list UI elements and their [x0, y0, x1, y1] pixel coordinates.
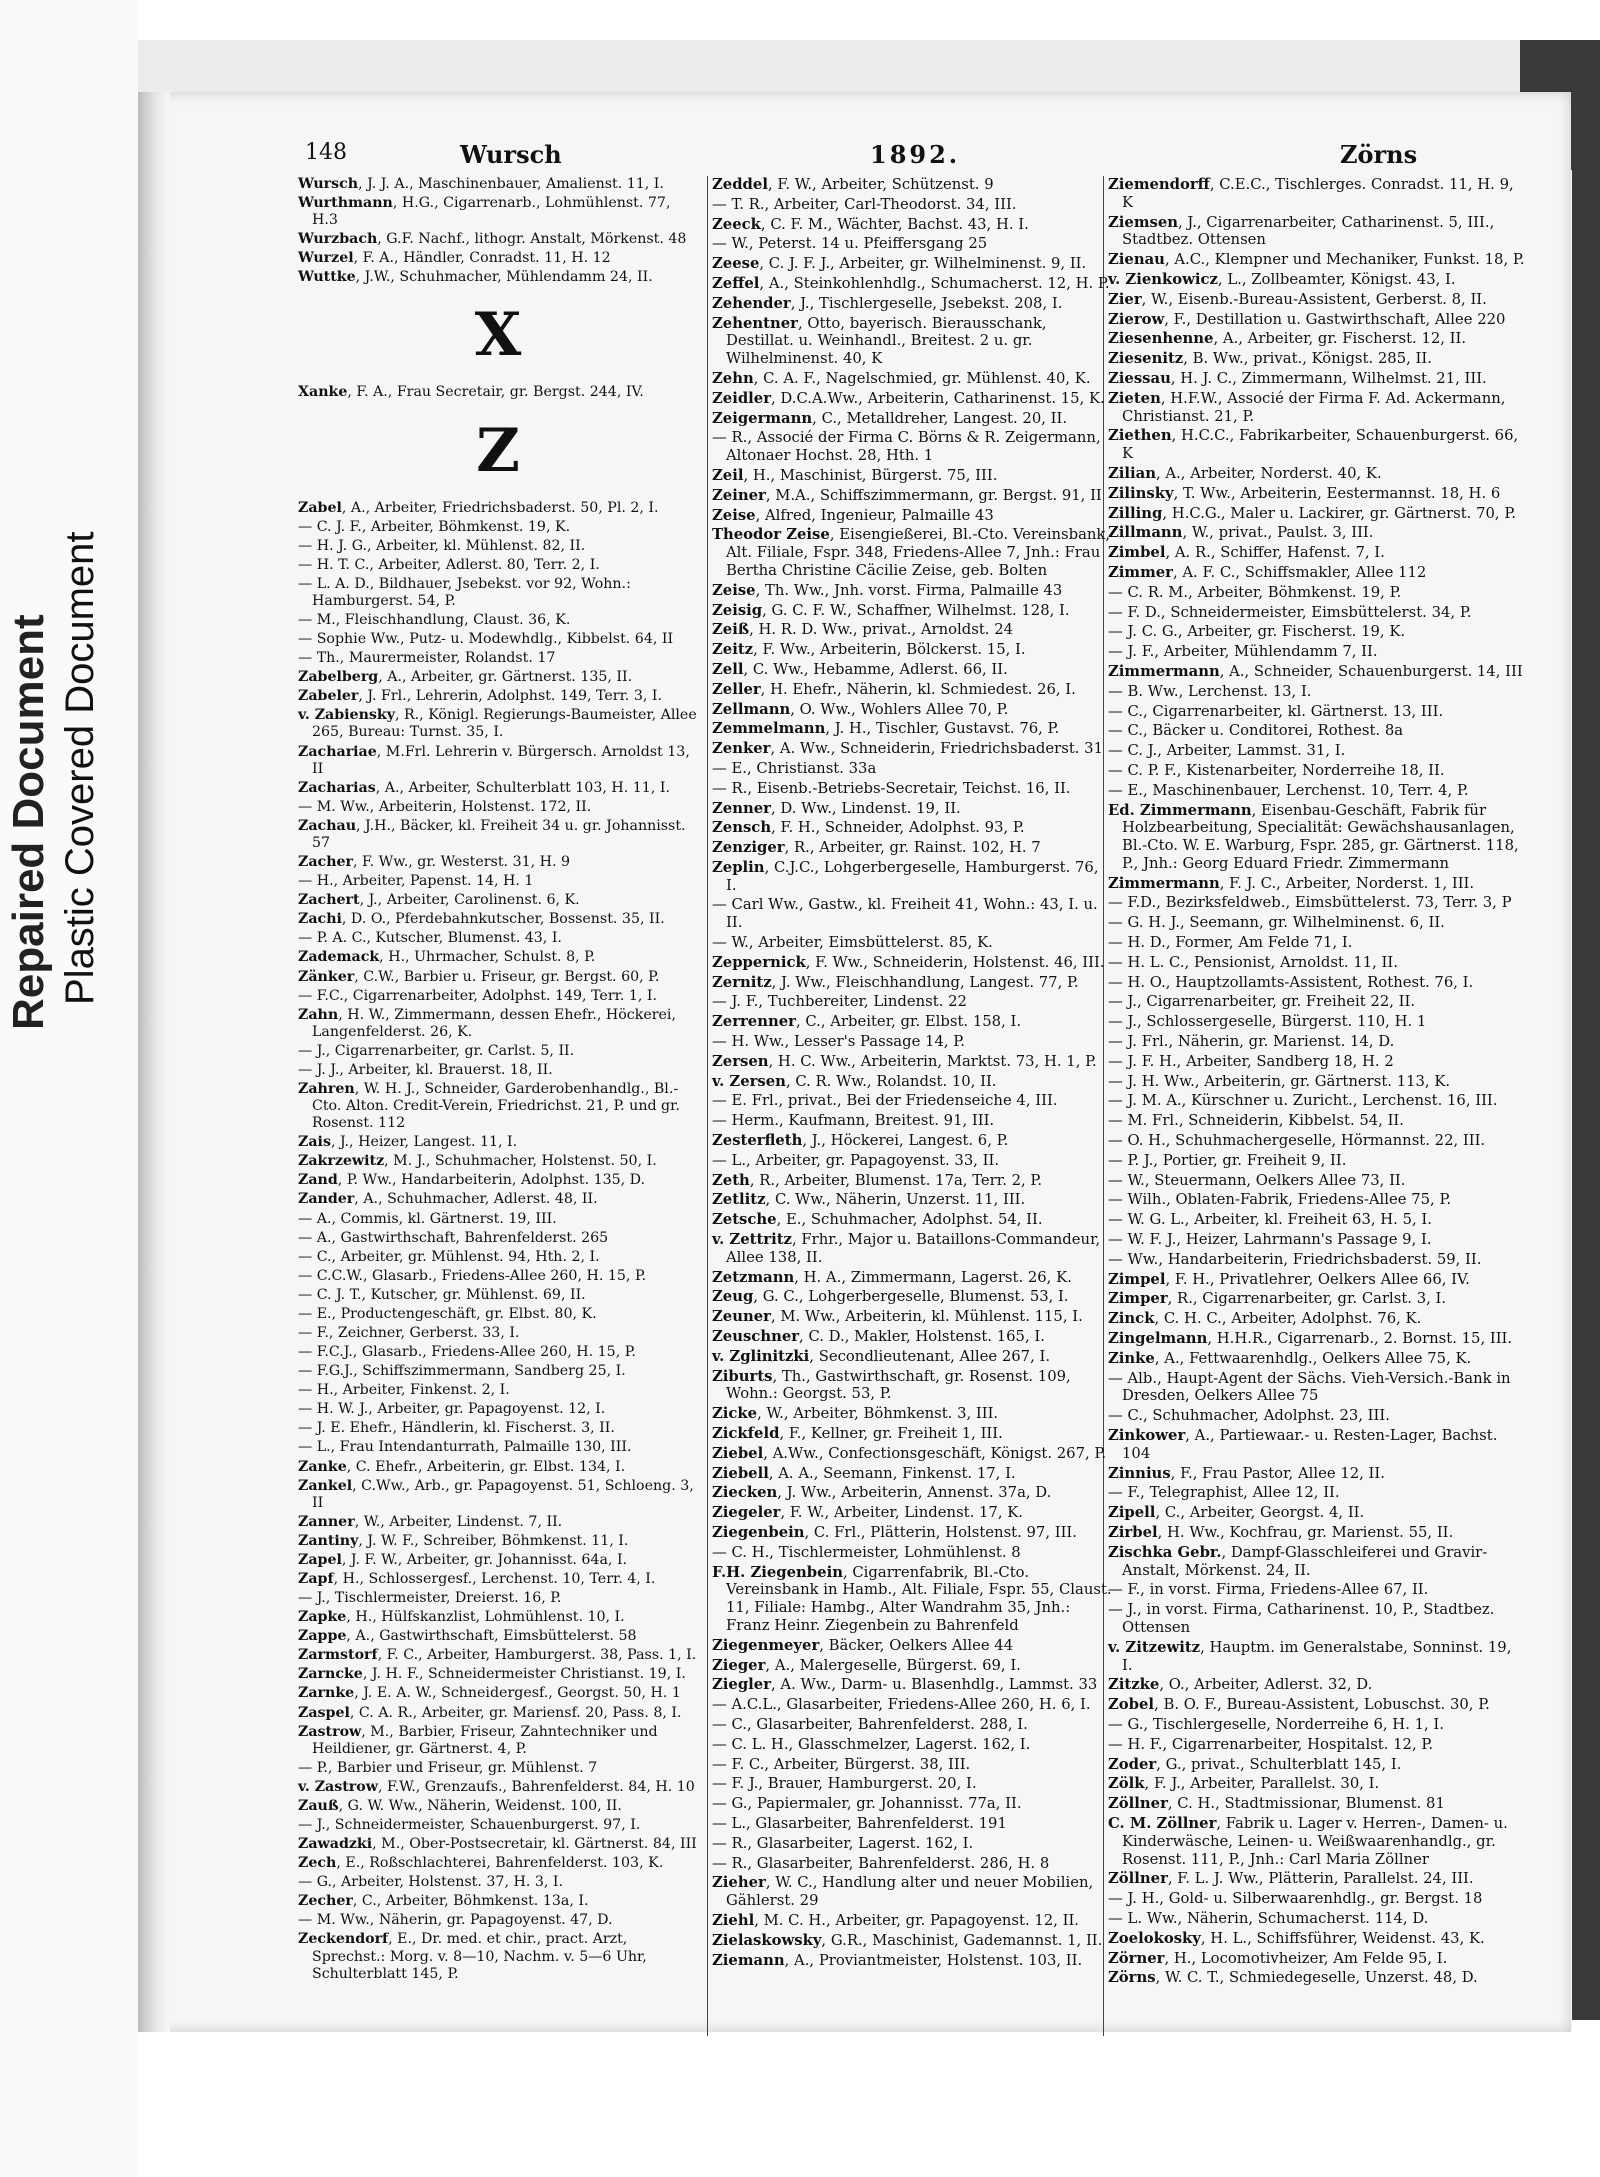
directory-entry: Zachau, J.H., Bäcker, kl. Freiheit 34 u. gr. Johannisst. 57: [298, 817, 686, 851]
directory-year: 1892.: [870, 140, 961, 169]
directory-entry: Zilinsky, T. Ww., Arbeiterin, Eestermannst. 18, H. 6: [1108, 484, 1501, 502]
directory-entry: Zeuner, M. Ww., Arbeiterin, kl. Mühlenst. 115, I.: [712, 1308, 1083, 1326]
directory-entry: — M., Fleischhandlung, Claust. 36, K.: [298, 612, 571, 629]
directory-entry: — J. H. Ww., Arbeiterin, gr. Gärtnerst. 113, K.: [1108, 1072, 1451, 1090]
directory-entry: — Ww., Handarbeiterin, Friedrichsbaderst. 59, II.: [1108, 1250, 1482, 1268]
directory-entry: Zeiß, H. R. D. Ww., privat., Arnoldst. 24: [712, 621, 1014, 639]
directory-entry: Zobel, B. O. F., Bureau-Assistent, Lobuschst. 30, P.: [1108, 1696, 1490, 1714]
directory-entry: — J. J., Arbeiter, kl. Brauerst. 18, II.: [298, 1061, 553, 1078]
directory-entry: Ziebell, A. A., Seemann, Finkenst. 17, I.: [712, 1464, 1016, 1482]
directory-entry: Zacher, F. Ww., gr. Westerst. 31, H. 9: [298, 854, 571, 871]
directory-entry: Wuttke, J.W., Schuhmacher, Mühlendamm 24, II.: [298, 269, 653, 286]
directory-entry: — J. C. G., Arbeiter, gr. Fischerst. 19, K.: [1108, 623, 1406, 641]
directory-entry: Zenziger, R., Arbeiter, gr. Rainst. 102, H. 7: [712, 839, 1041, 857]
directory-entry: Zielaskowsky, G.R., Maschinist, Gademannst. 1, II.: [712, 1931, 1103, 1949]
directory-entry: Zais, J., Heizer, Langest. 11, I.: [298, 1134, 518, 1151]
directory-entry: Zabel, A., Arbeiter, Friedrichsbaderst. 50, Pl. 2, I.: [298, 499, 659, 516]
scanner-margin: [0, 0, 138, 2177]
directory-entry: — L., Frau Intendanturrath, Palmaille 130, III.: [298, 1439, 632, 1456]
directory-entry: — W., Peterst. 14 u. Pfeiffersgang 25: [712, 235, 988, 253]
directory-entry: Ziegeler, F. W., Arbeiter, Lindenst. 17, K.: [712, 1504, 1024, 1522]
directory-entry: Ziegler, A. Ww., Darm- u. Blasenhdlg., Lammst. 33: [712, 1676, 1098, 1694]
directory-entry: Ziegenbein, C. Frl., Plätterin, Holstenst. 97, III.: [712, 1523, 1077, 1541]
directory-entry: — M. Frl., Schneiderin, Kibbelst. 54, II.: [1108, 1112, 1404, 1130]
directory-entry: Zeuschner, C. D., Makler, Holstenst. 165, I.: [712, 1328, 1045, 1346]
directory-entry: — F., Zeichner, Gerberst. 33, I.: [298, 1324, 520, 1341]
directory-entry: Ziebel, A.Ww., Confectionsgeschäft, Königst. 267, P.: [712, 1444, 1107, 1462]
directory-entry: Zachi, D. O., Pferdebahnkutscher, Bossenst. 35, II.: [298, 911, 665, 928]
directory-entry: Ziemann, A., Proviantmeister, Holstenst. 103, II.: [712, 1951, 1083, 1969]
directory-entry: Zimpel, F. H., Privatlehrer, Oelkers Allee 66, IV.: [1108, 1270, 1470, 1288]
directory-entry: — J., Schlossergeselle, Bürgerst. 110, H. 1: [1108, 1013, 1427, 1031]
page-number: 148: [305, 140, 347, 165]
directory-entry: Zecher, C., Arbeiter, Böhmkenst. 13a, I.: [298, 1893, 589, 1910]
directory-entry: — H. Ww., Lesser's Passage 14, P.: [712, 1033, 965, 1051]
directory-entry: — J. H., Gold- u. Silberwaarenhdlg., gr. Bergst. 18: [1108, 1890, 1483, 1908]
directory-entry: — J. F., Arbeiter, Mühlendamm 7, II.: [1108, 643, 1378, 661]
directory-entry: Zischka Gebr., Dampf-Glasschleiferei und Gravir-Anstalt, Mörkenst. 24, II.: [1108, 1543, 1488, 1579]
directory-entry: — Alb., Haupt-Agent der Sächs. Vieh-Versich.-Bank in Dresden, Oelkers Allee 75: [1108, 1369, 1511, 1405]
directory-entry: Zellmann, O. Ww., Wohlers Allee 70, P.: [712, 700, 1009, 718]
directory-entry: Zinke, A., Fettwaarenhdlg., Oelkers Allee 75, K.: [1108, 1349, 1472, 1367]
directory-column-3: [1108, 176, 1526, 1989]
directory-entry: Zacharias, A., Arbeiter, Schulterblatt 103, H. 11, I.: [298, 779, 670, 796]
directory-entry: Zetlitz, C. Ww., Näherin, Unzerst. 11, III.: [712, 1191, 1026, 1209]
directory-entry: Zeppernick, F. Ww., Schneiderin, Holstenst. 46, III.: [712, 953, 1105, 971]
directory-entry: — C., Arbeiter, gr. Mühlenst. 94, Hth. 2, I.: [298, 1248, 600, 1265]
directory-entry: Ziemsen, J., Cigarrenarbeiter, Catharinenst. 5, III., Stadtbez. Ottensen: [1108, 213, 1495, 249]
directory-entry: — Th., Maurermeister, Rolandst. 17: [298, 650, 556, 667]
directory-entry: Zand, P. Ww., Handarbeiterin, Adolphst. 135, D.: [298, 1172, 646, 1189]
directory-entry: Zillmann, W., privat., Paulst. 3, III.: [1108, 524, 1374, 542]
directory-entry: — P. A. C., Kutscher, Blumenst. 43, I.: [298, 930, 562, 947]
directory-entry: — F.C.J., Glasarb., Friedens-Allee 260, H. 15, P.: [298, 1344, 636, 1361]
directory-entry: — L. Ww., Näherin, Schumacherst. 114, D.: [1108, 1909, 1429, 1927]
directory-entry: — G., Tischlergeselle, Norderreihe 6, H. 1, I.: [1108, 1715, 1444, 1733]
directory-entry: Zitzke, O., Arbeiter, Adlerst. 32, D.: [1108, 1676, 1373, 1694]
directory-entry: Zersen, H. C. Ww., Arbeiterin, Marktst. 73, H. 1, P.: [712, 1052, 1097, 1070]
directory-entry: Zilling, H.C.G., Maler u. Lackirer, gr. Gärtnerst. 70, P.: [1108, 504, 1516, 522]
directory-entry: Zienau, A.C., Klempner und Mechaniker, Funkst. 18, P.: [1108, 251, 1525, 269]
directory-entry: Zarncke, J. H. F., Schneidermeister Christianst. 19, I.: [298, 1666, 686, 1683]
directory-entry: — C. H., Tischlermeister, Lohmühlenst. 8: [712, 1543, 1021, 1561]
directory-entry: v. Zastrow, F.W., Grenzaufs., Bahrenfelderst. 84, H. 10: [298, 1778, 695, 1795]
directory-entry: Zimmer, A. F. C., Schiffsmakler, Allee 112: [1108, 563, 1427, 581]
directory-entry: v. Zabiensky, R., Königl. Regierungs-Baumeister, Allee 265, Bureau: Turnst. 35, I.: [298, 707, 697, 741]
directory-entry: Zapf, H., Schlossergesf., Lerchenst. 10, Terr. 4, I.: [298, 1571, 656, 1587]
directory-column-1: [298, 176, 698, 1985]
directory-entry: — H. L. C., Pensionist, Arnoldst. 11, II.: [1108, 953, 1398, 971]
directory-entry: — W. G. L., Arbeiter, kl. Freiheit 63, H. 5, I.: [1108, 1211, 1432, 1229]
directory-entry: Zilian, A., Arbeiter, Norderst. 40, K.: [1108, 464, 1382, 482]
directory-entry: Zehender, J., Tischlergeselle, Jsebekst. 208, I.: [712, 294, 1063, 312]
directory-entry: Zänker, C.W., Barbier u. Friseur, gr. Bergst. 60, P.: [298, 968, 660, 985]
directory-entry: — H. T. C., Arbeiter, Adlerst. 80, Terr. 2, I.: [298, 556, 600, 573]
directory-entry: Zesterfleth, J., Höckerei, Langest. 6, P.: [712, 1132, 1009, 1150]
directory-entry: Zastrow, M., Barbier, Friseur, Zahntechniker und Heildiener, gr. Gärtnerst. 4, P.: [298, 1723, 658, 1757]
directory-entry: — L. A. D., Bildhauer, Jsebekst. vor 92, Wohn.: Hamburgerst. 54, P.: [298, 575, 631, 609]
directory-entry: Ziburts, Th., Gastwirthschaft, gr. Rosenst. 109, Wohn.: Georgst. 53, P.: [712, 1367, 1071, 1403]
directory-entry: Zeise, Alfred, Ingenieur, Palmaille 43: [712, 506, 994, 524]
directory-entry: Zöllner, F. L. J. Ww., Plätterin, Parallelst. 24, III.: [1108, 1870, 1474, 1888]
directory-entry: Zeddel, F. W., Arbeiter, Schützenst. 9: [712, 176, 994, 193]
directory-entry: — J., Schneidermeister, Schauenburgerst. 97, I.: [298, 1817, 641, 1834]
directory-entry: Ziesenitz, B. Ww., privat., Königst. 285, II.: [1108, 350, 1432, 368]
directory-entry: Zander, A., Schuhmacher, Adlerst. 48, II.: [298, 1191, 598, 1208]
directory-entry: Zabeler, J. Frl., Lehrerin, Adolphst. 149, Terr. 3, I.: [298, 688, 662, 705]
directory-entry: Zeplin, C.J.C., Lohgerbergeselle, Hamburgerst. 76, I.: [712, 858, 1099, 894]
directory-entry: Zernitz, J. Ww., Fleischhandlung, Langest. 77, P.: [712, 973, 1079, 991]
directory-entry: Zeckendorf, E., Dr. med. et chir., pract. Arzt, Sprechst.: Morg. v. 8—10, Nachm. v. 5—6 Uhr, Schulterblatt 145, P.: [298, 1931, 647, 1982]
directory-entry: Zörns, W. C. T., Schmiedegeselle, Unzerst. 48, D.: [1108, 1969, 1478, 1987]
directory-entry: Zeigermann, C., Metalldreher, Langest. 20, II.: [712, 409, 1068, 427]
directory-entry: — P. J., Portier, gr. Freiheit 9, II.: [1108, 1151, 1347, 1169]
directory-entry: — C. J. T., Kutscher, gr. Mühlenst. 69, II.: [298, 1286, 586, 1303]
directory-entry: — J., in vorst. Firma, Catharinenst. 10, P., Stadtbez. Ottensen: [1108, 1601, 1495, 1636]
left-catchword: Wursch: [460, 140, 562, 169]
directory-entry: Zeitz, F. Ww., Arbeiterin, Bölckerst. 15, I.: [712, 641, 1026, 659]
directory-entry: Zarmstorf, F. C., Arbeiter, Hamburgerst. 38, Pass. 1, I.: [298, 1647, 697, 1664]
directory-entry: — E., Maschinenbauer, Lerchenst. 10, Terr. 4, P.: [1108, 781, 1469, 799]
directory-entry: Zankel, C.Ww., Arb., gr. Papagoyenst. 51, Schloeng. 3, II: [298, 1477, 694, 1511]
directory-entry: Ziethen, H.C.C., Fabrikarbeiter, Schauenburgerst. 66, K: [1108, 427, 1519, 463]
directory-entry: v. Zglinitzki, Secondlieutenant, Allee 267, I.: [712, 1347, 1051, 1365]
directory-entry: — C.C.W., Glasarb., Friedens-Allee 260, H. 15, P.: [298, 1267, 647, 1284]
directory-entry: Wurthmann, H.G., Cigarrenarb., Lohmühlenst. 77, H.3: [298, 195, 671, 229]
directory-entry: — T. R., Arbeiter, Carl-Theodorst. 34, III.: [712, 195, 1017, 213]
directory-entry: Zimper, R., Cigarrenarbeiter, gr. Carlst. 3, I.: [1108, 1290, 1447, 1308]
directory-entry: Zeffel, A., Steinkohlenhdlg., Schumacherst. 12, H. P.: [712, 274, 1110, 292]
directory-entry: Zehentner, Otto, bayerisch. Bierausschank, Destillat. u. Weinhandl., Breitest. 2 u. gr. Wilhelminenst. 40, K: [712, 314, 1047, 368]
directory-entry: — A., Commis, kl. Gärtnerst. 19, III.: [298, 1210, 557, 1227]
directory-entry: — J., Tischlermeister, Dreierst. 16, P.: [298, 1590, 562, 1607]
directory-entry: — W., Arbeiter, Eimsbüttelerst. 85, K.: [712, 934, 993, 952]
directory-entry: v. Zettritz, Frhr., Major u. Bataillons-Commandeur, Allee 138, II.: [712, 1231, 1101, 1266]
directory-entry: Zahren, W. H. J., Schneider, Garderobenhandlg., Bl.-Cto. Alton. Credit-Verein, Friedrichst. 21, P. und gr. Rosenst. 112: [298, 1080, 680, 1132]
directory-entry: Zaspel, C. A. R., Arbeiter, gr. Mariensf. 20, Pass. 8, I.: [298, 1704, 682, 1721]
directory-entry: Xanke, F. A., Frau Secretair, gr. Bergst. 244, IV.: [298, 384, 644, 401]
directory-entry: Zeese, C. J. F. J., Arbeiter, gr. Wilhelminenst. 9, II.: [712, 255, 1087, 273]
plastic-covered-label: Plastic Covered Document: [58, 531, 102, 1005]
directory-entry: — J., Cigarrenarbeiter, gr. Carlst. 5, II.: [298, 1042, 575, 1059]
directory-entry: — O. H., Schuhmachergeselle, Hörmannst. 22, III.: [1108, 1132, 1486, 1150]
directory-entry: — H. J. G., Arbeiter, kl. Mühlenst. 82, II.: [298, 537, 586, 554]
directory-entry: v. Zienkowicz, L., Zollbeamter, Königst. 43, I.: [1108, 270, 1456, 288]
directory-entry: Zier, W., Eisenb.-Bureau-Assistent, Gerberst. 8, II.: [1108, 290, 1487, 308]
directory-entry: — R., Associé der Firma C. Börns & R. Zeigermann, Altonaer Hochst. 28, Hth. 1: [712, 429, 1101, 465]
directory-entry: Ziehl, M. C. H., Arbeiter, gr. Papagoyenst. 12, II.: [712, 1911, 1080, 1929]
directory-entry: — E., Productengeschäft, gr. Elbst. 80, K.: [298, 1305, 597, 1322]
directory-entry: Zakrzewitz, M. J., Schuhmacher, Holstenst. 50, I.: [298, 1153, 657, 1170]
directory-entry: Ziesenhenne, A., Arbeiter, gr. Fischerst. 12, II.: [1108, 330, 1467, 348]
directory-entry: — H. W. J., Arbeiter, gr. Papagoyenst. 12, I.: [298, 1401, 606, 1418]
directory-entry: — F.G.J., Schiffszimmermann, Sandberg 25, I.: [298, 1363, 626, 1380]
directory-entry: F.H. Ziegenbein, Cigarrenfabrik, Bl.-Cto. Vereinsbank in Hamb., Alt. Filiale, Fspr. 55, Claust. 11, Filiale: Hambg., Alter Wandrahm 35, Jnh.: Franz Heinr. Ziegenbein zu Bahrenfeld: [712, 1563, 1112, 1634]
directory-entry: — M. Ww., Näherin, gr. Papagoyenst. 47, D.: [298, 1912, 613, 1929]
directory-entry: Zanke, C. Ehefr., Arbeiterin, gr. Elbst. 134, I.: [298, 1458, 626, 1475]
directory-entry: Zingelmann, H.H.R., Cigarrenarb., 2. Bornst. 15, III.: [1108, 1330, 1513, 1348]
directory-entry: Zerrenner, C., Arbeiter, gr. Elbst. 158, I.: [712, 1013, 1022, 1031]
directory-entry: Zinnius, F., Frau Pastor, Allee 12, II.: [1108, 1464, 1385, 1482]
directory-entry: Zeise, Th. Ww., Jnh. vorst. Firma, Palmaille 43: [712, 581, 1063, 599]
directory-entry: Zemmelmann, J. H., Tischler, Gustavst. 76, P.: [712, 720, 1060, 738]
column-divider: [707, 176, 708, 2036]
directory-entry: Zenner, D. Ww., Lindenst. 19, II.: [712, 799, 961, 817]
directory-entry: — J. F. H., Arbeiter, Sandberg 18, H. 2: [1108, 1052, 1394, 1070]
directory-entry: — E. Frl., privat., Bei der Friedenseiche 4, III.: [712, 1092, 1058, 1110]
directory-entry: — C. R. M., Arbeiter, Böhmkenst. 19, P.: [1108, 583, 1402, 601]
directory-entry: — C. P. F., Kistenarbeiter, Norderreihe 18, II.: [1108, 761, 1445, 779]
directory-entry: Zahn, H. W., Zimmermann, dessen Ehefr., Höckerei, Langenfelderst. 26, K.: [298, 1006, 676, 1040]
directory-entry: — F., in vorst. Firma, Friedens-Allee 67, II.: [1108, 1581, 1429, 1599]
directory-entry: — H. O., Hauptzollamts-Assistent, Rothest. 76, I.: [1108, 973, 1474, 991]
directory-entry: — Sophie Ww., Putz- u. Modewhdlg., Kibbelst. 64, II: [298, 631, 674, 648]
directory-entry: — E., Christianst. 33a: [712, 759, 877, 777]
directory-entry: Zimbel, A. R., Schiffer, Hafenst. 7, I.: [1108, 544, 1385, 562]
directory-entry: — F.D., Bezirksfeldweb., Eimsbüttelerst. 73, Terr. 3, P: [1108, 894, 1512, 912]
directory-entry: Zörner, H., Locomotivheizer, Am Felde 95, I.: [1108, 1949, 1448, 1967]
directory-entry: Zoder, G., privat., Schulterblatt 145, I.: [1108, 1755, 1402, 1773]
directory-entry: — A., Gastwirthschaft, Bahrenfelderst. 265: [298, 1229, 609, 1246]
directory-entry: Zimmermann, F. J. C., Arbeiter, Norderst. 1, III.: [1108, 874, 1475, 892]
directory-entry: Zicke, W., Arbeiter, Böhmkenst. 3, III.: [712, 1405, 999, 1423]
directory-entry: — C., Schuhmacher, Adolphst. 23, III.: [1108, 1407, 1390, 1425]
directory-entry: Zierow, F., Destillation u. Gastwirthschaft, Allee 220: [1108, 310, 1506, 328]
directory-entry: Theodor Zeise, Eisengießerei, Bl.-Cto. Vereinsbank, Alt. Filiale, Fspr. 348, Friedens-Allee 7, Jnh.: Frau Bertha Christine Cäcilie Zeise, geb. Bolten: [712, 526, 1111, 579]
directory-entry: — W., Steuermann, Oelkers Allee 73, II.: [1108, 1171, 1406, 1189]
directory-entry: — J. F., Tuchbereiter, Lindenst. 22: [712, 993, 967, 1011]
directory-entry: Zarnke, J. E. A. W., Schneidergesf., Georgst. 50, H. 1: [298, 1685, 681, 1702]
directory-entry: Zieten, H.F.W., Associé der Firma F. Ad. Ackermann, Christianst. 21, P.: [1108, 389, 1506, 425]
directory-entry: — C., Glasarbeiter, Bahrenfelderst. 288, I.: [712, 1715, 1028, 1733]
directory-entry: Zoelokosky, H. L., Schiffsführer, Weidenst. 43, K.: [1108, 1929, 1485, 1947]
directory-entry: Zanner, W., Arbeiter, Lindenst. 7, II.: [298, 1513, 563, 1530]
directory-entry: — F., Telegraphist, Allee 12, II.: [1108, 1484, 1340, 1502]
directory-entry: Zensch, F. H., Schneider, Adolphst. 93, P.: [712, 819, 1025, 837]
directory-entry: Zeug, G. C., Lohgerbergeselle, Blumenst. 53, I.: [712, 1288, 1069, 1306]
directory-entry: Zabelberg, A., Arbeiter, gr. Gärtnerst. 135, II.: [298, 669, 633, 686]
directory-entry: — R., Eisenb.-Betriebs-Secretair, Teichst. 16, II.: [712, 779, 1071, 797]
directory-entry: Zeiner, M.A., Schiffszimmermann, gr. Bergst. 91, II: [712, 486, 1102, 504]
directory-entry: — G. H. J., Seemann, gr. Wilhelminenst. 6, II.: [1108, 914, 1445, 932]
directory-entry: Ziessau, H. J. C., Zimmermann, Wilhelmst. 21, III.: [1108, 369, 1487, 387]
directory-entry: Zawadzki, M., Ober-Postsecretair, kl. Gärtnerst. 84, III: [298, 1836, 697, 1853]
directory-column-2: [712, 176, 1112, 1971]
directory-entry: — H. F., Cigarrenarbeiter, Hospitalst. 12, P.: [1108, 1735, 1434, 1753]
directory-entry: Zapel, J. F. W., Arbeiter, gr. Johannisst. 64a, I.: [298, 1551, 628, 1568]
directory-entry: Zell, C. Ww., Hebamme, Adlerst. 66, II.: [712, 660, 1008, 678]
directory-entry: — Herm., Kaufmann, Breitest. 91, III.: [712, 1112, 995, 1130]
directory-entry: — C., Bäcker u. Conditorei, Rothest. 8a: [1108, 722, 1404, 740]
directory-entry: Zapke, H., Hülfskanzlist, Lohmühlenst. 10, I.: [298, 1609, 625, 1626]
directory-entry: — C. J. F., Arbeiter, Böhmkenst. 19, K.: [298, 518, 571, 535]
directory-entry: Ziegenmeyer, Bäcker, Oelkers Allee 44: [712, 1636, 1014, 1654]
directory-entry: Zeller, H. Ehefr., Näherin, kl. Schmiedest. 26, I.: [712, 680, 1076, 698]
directory-entry: — F.C., Cigarrenarbeiter, Adolphst. 149, Terr. 1, I.: [298, 987, 658, 1004]
directory-entry: — M. Ww., Arbeiterin, Holstenst. 172, II.: [298, 798, 592, 815]
directory-entry: — W. F. J., Heizer, Lahrmann's Passage 9, I.: [1108, 1231, 1432, 1249]
directory-entry: Zinkower, A., Partiewaar.- u. Resten-Lager, Bachst. 104: [1108, 1427, 1498, 1462]
directory-entry: Wursch, J. J. A., Maschinenbauer, Amalienst. 11, I.: [298, 176, 664, 192]
directory-entry: — B. Ww., Lerchenst. 13, I.: [1108, 682, 1312, 700]
directory-entry: Ziemendorff, C.E.C., Tischlerges. Conradst. 11, H. 9, K: [1108, 176, 1514, 211]
directory-entry: Ziecken, J. Ww., Arbeiterin, Annenst. 37a, D.: [712, 1484, 1052, 1502]
directory-entry: — J. E. Ehefr., Händlerin, kl. Fischerst. 3, II.: [298, 1420, 615, 1437]
directory-entry: Zauß, G. W. Ww., Näherin, Weidenst. 100, II.: [298, 1797, 622, 1814]
section-letter: X: [474, 300, 522, 371]
directory-entry: Zetsche, E., Schuhmacher, Adolphst. 54, II.: [712, 1211, 1043, 1229]
directory-entry: Zachariae, M.Frl. Lehrerin v. Bürgersch. Arnoldst 13, II: [298, 743, 690, 777]
directory-entry: Zeil, H., Maschinist, Bürgerst. 75, III.: [712, 466, 998, 484]
directory-entry: Zinck, C. H. C., Arbeiter, Adolphst. 76, K.: [1108, 1310, 1422, 1328]
right-catchword: Zörns: [1340, 140, 1418, 169]
directory-entry: — R., Glasarbeiter, Lagerst. 162, I.: [712, 1834, 974, 1852]
directory-entry: — G., Arbeiter, Holstenst. 37, H. 3, I.: [298, 1874, 564, 1891]
directory-entry: — H. D., Former, Am Felde 71, I.: [1108, 934, 1353, 952]
directory-entry: v. Zitzewitz, Hauptm. im Generalstabe, Sonninst. 19, I.: [1108, 1638, 1512, 1674]
directory-entry: Zeeck, C. F. M., Wächter, Bachst. 43, H. I.: [712, 215, 1029, 233]
directory-entry: Zieger, A., Malergeselle, Bürgerst. 69, I.: [712, 1656, 1021, 1674]
directory-entry: — L., Arbeiter, gr. Papagoyenst. 33, II.: [712, 1151, 1000, 1169]
directory-entry: Zipell, C., Arbeiter, Georgst. 4, II.: [1108, 1504, 1365, 1522]
directory-entry: — G., Papiermaler, gr. Johannisst. 77a, II.: [712, 1795, 1022, 1813]
directory-entry: — J., Cigarrenarbeiter, gr. Freiheit 22, II.: [1108, 993, 1416, 1011]
directory-entry: Zantiny, J. W. F., Schreiber, Böhmkenst. 11, I.: [298, 1532, 629, 1549]
directory-entry: Wurzel, F. A., Händler, Conradst. 11, H. 12: [298, 250, 611, 267]
directory-entry: — A.C.L., Glasarbeiter, Friedens-Allee 260, H. 6, I.: [712, 1696, 1091, 1714]
directory-entry: Wurzbach, G.F. Nachf., lithogr. Anstalt, Mörkenst. 48: [298, 231, 687, 248]
page-gutter: [138, 92, 170, 2032]
scan-top-shadow: [138, 40, 1520, 92]
directory-entry: — C. J., Arbeiter, Lammst. 31, I.: [1108, 742, 1346, 760]
directory-entry: Zech, E., Roßschlachterei, Bahrenfelderst. 103, K.: [298, 1855, 664, 1872]
directory-entry: Zirbel, H. Ww., Kochfrau, gr. Marienst. 55, II.: [1108, 1523, 1454, 1541]
directory-entry: — F. C., Arbeiter, Bürgerst. 38, III.: [712, 1755, 971, 1773]
directory-entry: — P., Barbier und Friseur, gr. Mühlenst. 7: [298, 1759, 598, 1776]
directory-entry: — F. J., Brauer, Hamburgerst. 20, I.: [712, 1775, 977, 1793]
directory-entry: Zimmermann, A., Schneider, Schauenburgerst. 14, III: [1108, 662, 1523, 680]
directory-entry: — L., Glasarbeiter, Bahrenfelderst. 191: [712, 1814, 1007, 1832]
directory-entry: — F. D., Schneidermeister, Eimsbüttelerst. 34, P.: [1108, 603, 1472, 621]
directory-entry: Zickfeld, F., Kellner, gr. Freiheit 1, III.: [712, 1425, 1003, 1442]
directory-entry: Zeisig, G. C. F. W., Schaffner, Wilhelmst. 128, I.: [712, 601, 1070, 619]
directory-entry: — J. Frl., Näherin, gr. Marienst. 14, D.: [1108, 1033, 1395, 1051]
directory-entry: v. Zersen, C. R. Ww., Rolandst. 10, II.: [712, 1072, 997, 1090]
directory-entry: Zehn, C. A. F., Nagelschmied, gr. Mühlenst. 40, K.: [712, 369, 1091, 387]
directory-entry: — R., Glasarbeiter, Bahrenfelderst. 286, H. 8: [712, 1854, 1050, 1872]
directory-entry: Zademack, H., Uhrmacher, Schulst. 8, P.: [298, 949, 596, 966]
directory-entry: Zieher, W. C., Handlung alter und neuer Mobilien, Gählerst. 29: [712, 1874, 1094, 1910]
directory-entry: Zeidler, D.C.A.Ww., Arbeiterin, Catharinenst. 15, K.: [712, 389, 1105, 407]
directory-entry: — Wilh., Oblaten-Fabrik, Friedens-Allee 75, P.: [1108, 1191, 1452, 1209]
directory-entry: Zenker, A. Ww., Schneiderin, Friedrichsbaderst. 31: [712, 740, 1103, 758]
directory-entry: — Carl Ww., Gastw., kl. Freiheit 41, Wohn.: 43, I. u. II.: [712, 896, 1098, 932]
directory-entry: Zachert, J., Arbeiter, Carolinenst. 6, K.: [298, 892, 580, 909]
directory-entry: Zeth, R., Arbeiter, Blumenst. 17a, Terr. 2, P.: [712, 1171, 1043, 1189]
directory-entry: Zetzmann, H. A., Zimmermann, Lagerst. 26, K.: [712, 1268, 1072, 1286]
directory-entry: Zappe, A., Gastwirthschaft, Eimsbüttelerst. 58: [298, 1628, 637, 1645]
directory-entry: Zölk, F. J., Arbeiter, Parallelst. 30, I.: [1108, 1775, 1380, 1793]
directory-entry: — H., Arbeiter, Papenst. 14, H. 1: [298, 873, 534, 890]
directory-entry: Ed. Zimmermann, Eisenbau-Geschäft, Fabrik für Holzbearbeitung, Specialität: Gewächshausanlagen, Bl.-Cto. W. E. Warburg, Fspr. 285, gr. Gärtnerst. 118, P., Jnh.: Georg Eduard Friedr. Zimmermann: [1108, 801, 1519, 872]
section-letter: Z: [476, 415, 520, 486]
directory-entry: — C. L. H., Glasschmelzer, Lagerst. 162, I.: [712, 1735, 1031, 1753]
directory-entry: Zöllner, C. H., Stadtmissionar, Blumenst. 81: [1108, 1795, 1445, 1813]
repaired-document-label: Repaired Document: [4, 614, 53, 1030]
directory-entry: — H., Arbeiter, Finkenst. 2, I.: [298, 1382, 510, 1399]
directory-entry: — J. M. A., Kürschner u. Zuricht., Lerchenst. 16, III.: [1108, 1092, 1498, 1110]
directory-entry: C. M. Zöllner, Fabrik u. Lager v. Herren-, Damen- u. Kinderwäsche, Leinen- u. Weißwaarenhandlg., gr. Rosenst. 111, P., Jnh.: Carl Maria Zöllner: [1108, 1814, 1508, 1868]
directory-entry: — C., Cigarrenarbeiter, kl. Gärtnerst. 13, III.: [1108, 702, 1444, 720]
